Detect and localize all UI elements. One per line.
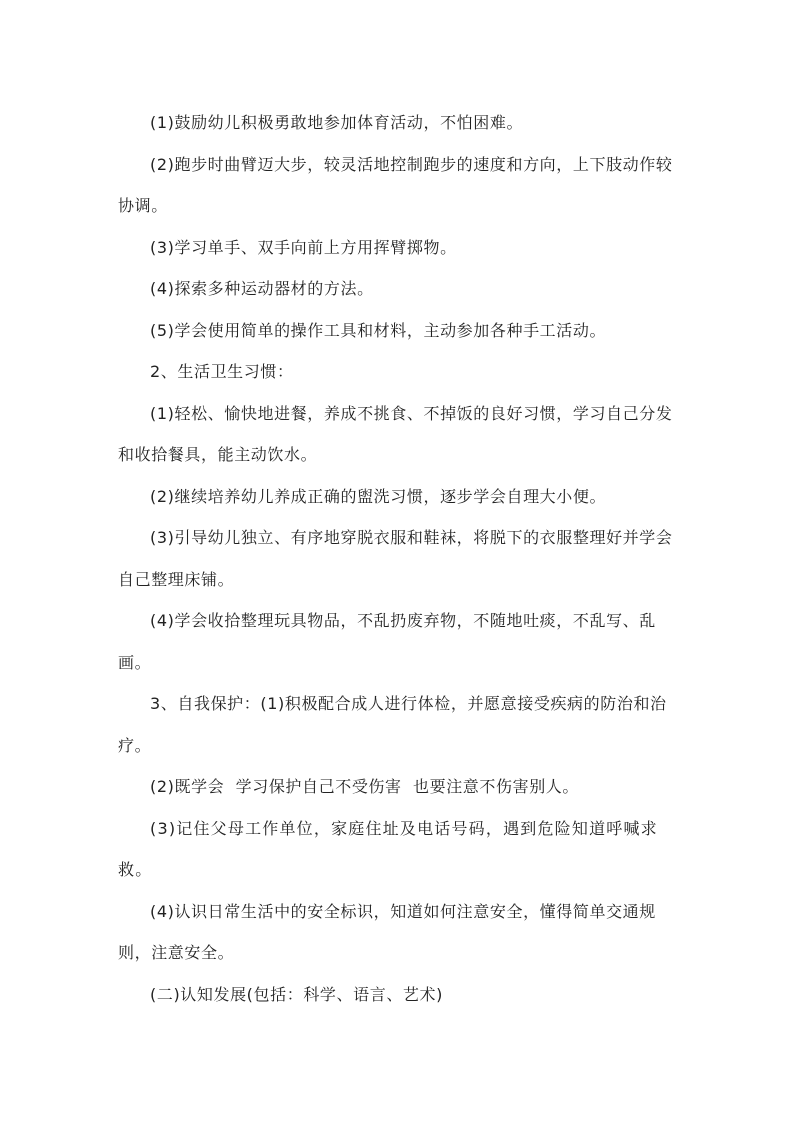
paragraph: (4)认识日常生活中的安全标识，知道如何注意安全，懂得简单交通规则，注意安全。 <box>118 901 656 962</box>
paragraph: (3)学习单手、双手向前上方用挥臂掷物。 <box>150 237 457 257</box>
paragraph: (2)既学会 学习保护自己不受伤害 也要注意不伤害别人。 <box>150 777 580 796</box>
section-heading: (二)认知发展(包括：科学、语言、艺术) <box>150 984 443 1004</box>
paragraph: (3)引导幼儿独立、有序地穿脱衣服和鞋袜，将脱下的衣服整理好并学会自己整理床铺。 <box>118 528 673 589</box>
paragraph: (5)学会使用简单的操作工具和材料，主动参加各种手工活动。 <box>150 320 607 340</box>
paragraph: (1)鼓励幼儿积极勇敢地参加体育活动，不怕困难。 <box>150 113 524 132</box>
paragraph: (4)学会收拾整理玩具物品，不乱扔废弃物，不随地吐痰，不乱写、乱画。 <box>118 611 656 672</box>
paragraph: (2)跑步时曲臂迈大步，较灵活地控制跑步的速度和方向，上下肢动作较协调。 <box>118 154 673 215</box>
paragraph: (4)探索多种运动器材的方法。 <box>150 279 374 298</box>
paragraph: 3、自我保护：(1)积极配合成人进行体检，并愿意接受疾病的防治和治疗。 <box>118 694 667 755</box>
paragraph: (3)记住父母工作单位，家庭住址及电话号码，遇到危险知道呼喊求救。 <box>118 818 658 879</box>
document-body <box>118 102 678 1015</box>
section-heading: 2、生活卫生习惯： <box>150 362 294 381</box>
paragraph: (2)继续培养幼儿养成正确的盥洗习惯，逐步学会自理大小便。 <box>150 486 607 506</box>
paragraph: (1)轻松、愉快地进餐，养成不挑食、不掉饭的良好习惯，学习自己分发和收拾餐具，能主动饮水。 <box>118 403 673 464</box>
